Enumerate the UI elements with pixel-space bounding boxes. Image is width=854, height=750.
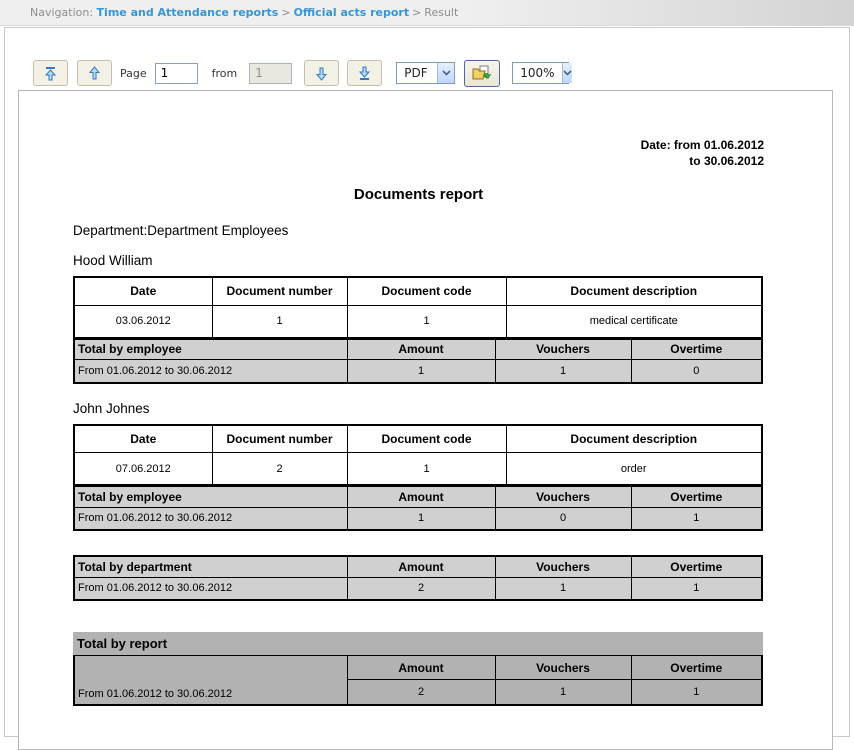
breadcrumb-current: Result <box>424 6 459 19</box>
date-range-line2: to 30.06.2012 <box>689 154 764 168</box>
department-totals-table <box>73 555 763 601</box>
col-header-overtime: Overtime <box>631 339 762 360</box>
total-pages-input <box>249 63 292 84</box>
report-document <box>19 91 832 706</box>
totals-label: Total by employee <box>74 339 347 360</box>
chevron-down-icon <box>437 63 454 83</box>
totals-value-row <box>74 507 762 530</box>
page-label: Page <box>120 66 147 80</box>
cell-document-code: 1 <box>347 453 506 485</box>
export-folder-icon <box>472 65 492 81</box>
cell-document-description: medical certificate <box>506 305 762 337</box>
report-totals-table <box>73 655 763 706</box>
col-header-vouchers: Vouchers <box>495 339 631 360</box>
documents-table-header-row <box>74 425 762 453</box>
last-page-button[interactable] <box>347 60 382 86</box>
report-content-panel <box>18 90 833 750</box>
total-overtime: 1 <box>631 507 762 530</box>
page-input[interactable] <box>155 63 198 84</box>
total-vouchers: 0 <box>495 507 631 530</box>
breadcrumb <box>0 0 854 25</box>
totals-header-row <box>74 339 762 360</box>
totals-header-row <box>74 486 762 507</box>
format-select-value: PDF <box>404 66 428 80</box>
cell-document-description: order <box>506 453 762 485</box>
breadcrumb-separator: > <box>412 6 422 19</box>
total-vouchers: 1 <box>495 577 631 600</box>
totals-label: Total by employee <box>74 486 347 507</box>
department-line <box>73 223 764 238</box>
documents-table-header-row <box>74 277 762 305</box>
total-vouchers: 1 <box>495 360 631 383</box>
department-value: Department Employees <box>147 223 289 238</box>
document-row <box>74 305 762 337</box>
total-vouchers: 1 <box>495 680 631 705</box>
total-amount: 2 <box>347 577 495 600</box>
documents-table <box>73 276 763 338</box>
breadcrumb-link-time-attendance[interactable]: Time and Attendance reports <box>96 6 279 19</box>
document-row <box>74 453 762 485</box>
col-header-overtime: Overtime <box>631 556 762 577</box>
documents-table <box>73 424 763 486</box>
report-total-header: Total by report <box>73 632 763 655</box>
breadcrumb-link-official-acts[interactable]: Official acts report <box>293 6 410 19</box>
totals-period: From 01.06.2012 to 30.06.2012 <box>74 507 347 530</box>
cell-document-code: 1 <box>347 305 506 337</box>
col-header-vouchers: Vouchers <box>495 486 631 507</box>
employee-name: Hood William <box>73 253 153 268</box>
col-header-overtime: Overtime <box>631 486 762 507</box>
cell-date: 07.06.2012 <box>74 453 212 485</box>
col-header-document-description: Document description <box>506 277 762 305</box>
total-overtime: 0 <box>631 360 762 383</box>
employee-totals-table <box>73 485 763 531</box>
report-toolbar <box>33 59 569 87</box>
col-header-amount: Amount <box>347 339 495 360</box>
date-range-line1: Date: from 01.06.2012 <box>640 138 764 152</box>
first-page-button[interactable] <box>33 60 68 86</box>
first-page-icon <box>44 66 57 81</box>
breadcrumb-bar <box>0 0 854 26</box>
totals-value-row <box>74 360 762 383</box>
zoom-select[interactable] <box>512 62 569 84</box>
next-page-button[interactable] <box>304 60 339 86</box>
totals-header-row <box>74 656 762 680</box>
col-header-date: Date <box>74 425 212 453</box>
totals-label: Total by department <box>74 556 347 577</box>
report-date-range <box>73 137 764 169</box>
totals-period: From 01.06.2012 to 30.06.2012 <box>74 656 347 705</box>
cell-document-number: 2 <box>212 453 347 485</box>
col-header-document-code: Document code <box>347 277 506 305</box>
breadcrumb-prefix: Navigation: <box>30 6 94 19</box>
department-label: Department: <box>73 223 148 238</box>
report-title: Documents report <box>353 186 484 203</box>
previous-page-button[interactable] <box>77 60 112 86</box>
from-label: from <box>211 66 238 80</box>
cell-document-number: 1 <box>212 305 347 337</box>
chevron-down-icon <box>562 63 572 83</box>
col-header-document-number: Document number <box>212 277 347 305</box>
total-overtime: 1 <box>631 577 762 600</box>
total-amount: 1 <box>347 360 495 383</box>
totals-header-row <box>74 556 762 577</box>
next-page-icon <box>315 66 328 81</box>
col-header-document-code: Document code <box>347 425 506 453</box>
last-page-icon <box>358 66 371 81</box>
employee-totals-table <box>73 338 763 384</box>
totals-period: From 01.06.2012 to 30.06.2012 <box>74 360 347 383</box>
col-header-amount: Amount <box>347 556 495 577</box>
breadcrumb-separator: > <box>281 6 291 19</box>
col-header-amount: Amount <box>347 656 495 680</box>
totals-period: From 01.06.2012 to 30.06.2012 <box>74 577 347 600</box>
zoom-select-value: 100% <box>520 66 555 80</box>
col-header-vouchers: Vouchers <box>495 656 631 680</box>
employee-name: John Johnes <box>73 400 150 416</box>
col-header-overtime: Overtime <box>631 656 762 680</box>
col-header-date: Date <box>74 277 212 305</box>
col-header-document-number: Document number <box>212 425 347 453</box>
col-header-vouchers: Vouchers <box>495 556 631 577</box>
totals-value-row <box>74 577 762 600</box>
col-header-document-description: Document description <box>506 425 762 453</box>
col-header-amount: Amount <box>347 486 495 507</box>
total-amount: 2 <box>347 680 495 705</box>
previous-page-icon <box>88 66 101 81</box>
cell-date: 03.06.2012 <box>74 305 212 337</box>
total-amount: 1 <box>347 507 495 530</box>
total-overtime: 1 <box>631 680 762 705</box>
format-select[interactable] <box>396 62 455 84</box>
export-button[interactable] <box>464 60 500 87</box>
